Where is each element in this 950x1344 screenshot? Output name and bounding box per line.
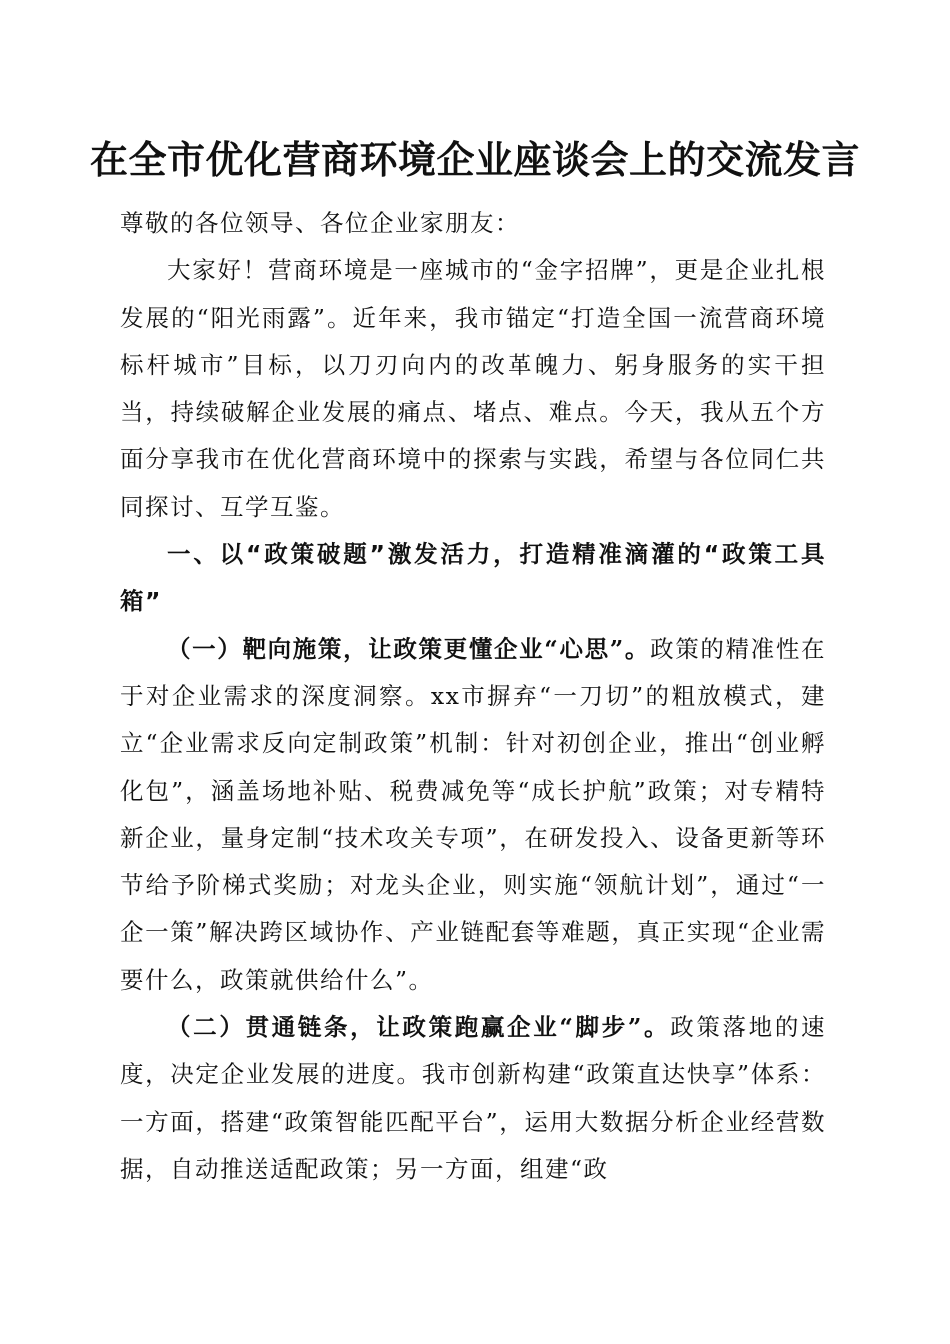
- paragraph-point-1: [120, 626, 826, 1004]
- salutation: 尊敬的各位领导、各位企业家朋友：: [120, 209, 520, 237]
- point-1-subhead: （一）靶向施策，让政策更懂企业“心思”。: [167, 634, 651, 663]
- intro-paragraph: 大家好！营商环境是一座城市的“金字招牌”，更是企业扎根发展的“阳光雨露”。近年来，我市锚定“打造全国一流营商环境标杆城市”目标，以刀刃向内的改革魄力、躬身服务的实干担当，持续破解企业发展的痛点、堵点、难点。今天，我从五个方面分享我市在优化营商环境中的探索与实践，希望与各位同仁共同探讨、互学互鉴。: [120, 256, 826, 521]
- point-2-subhead: （二）贯通链条，让政策跑赢企业“脚步”。: [167, 1013, 671, 1042]
- section-heading-1: 一、以“政策破题”激发活力，打造精准滴灌的“政策工具箱”: [120, 540, 826, 616]
- paragraph-point-2: [120, 1004, 826, 1193]
- point-1-text: 政策的精准性在于对企业需求的深度洞察。xx市摒弃“一刀切”的粗放模式，建立“企业需求反向定制政策”机制：针对初创企业，推出“创业孵化包”，涵盖场地补贴、税费减免等“成长护航”政策；对专精特新企业，量身定制“技术攻关专项”，在研发投入、设备更新等环节给予阶梯式奖励；对龙头企业，则实施“领航计划”，通过“一企一策”解决跨区域协作、产业链配套等难题，真正实现“企业需要什么，政策就供给什么”。: [120, 634, 826, 994]
- document-body: [120, 200, 826, 1193]
- point-2-text: 政策落地的速度，决定企业发展的进度。我市创新构建“政策直达快享”体系：一方面，搭建“政策智能匹配平台”，运用大数据分析企业经营数据，自动推送适配政策；另一方面，组建“政: [120, 1013, 826, 1183]
- document-title: 在全市优化营商环境企业座谈会上的交流发言: [89, 137, 860, 182]
